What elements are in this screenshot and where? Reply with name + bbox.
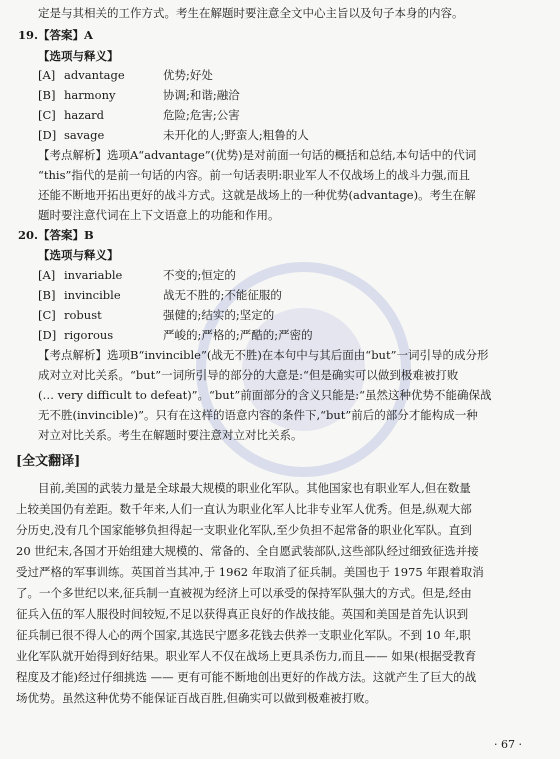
option-word: harmony (64, 88, 116, 102)
option-letter: [B] (38, 88, 56, 102)
option-letter: [D] (38, 328, 57, 342)
option-letter: [C] (38, 108, 56, 122)
q19-number: 19. (18, 28, 39, 42)
translation-line: 受过严格的军事训练。英国首当其冲,于 1962 年取消了征兵制。美国也于 1975 年跟着取消 (16, 565, 484, 579)
q20-analysis-line: 【考点解析】选项B“invincible”(战无不胜)在本句中与其后面由“but”一词引导的成分形 (38, 348, 489, 362)
translation-line: 了。一个多世纪以来,征兵制一直被视为经济上可以承受的保持军队强大的方式。但是,经由 (16, 586, 472, 600)
q20-answer: 【答案】B (38, 228, 94, 242)
option-word: hazard (64, 108, 105, 122)
option-meaning: 强健的;结实的;坚定的 (163, 308, 275, 322)
q19-analysis-line: 题时要注意代词在上下文语意上的功能和作用。 (38, 208, 280, 222)
option-meaning: 战无不胜的;不能征服的 (163, 288, 282, 302)
translation-line: 征兵入伍的军人服役时间较短,不足以获得真正良好的作战技能。英国和美国是首先认识到 (16, 607, 469, 621)
intro-tail-text: 定是与其相关的工作方式。考生在解题时要注意全文中心主旨以及句子本身的内容。 (38, 6, 464, 20)
translation-line: 场优势。虽然这种优势不能保证百战百胜,但确实可以做到极难被打败。 (16, 691, 377, 705)
q20-analysis-line: (… very difficult to defeat)”。“but”前面部分的含义只能是:“虽然这种优势不能确保战 (38, 388, 492, 402)
option-letter: [A] (38, 68, 56, 82)
translation-line: 上较美国仍有差距。数千年来,人们一直认为职业化军人比非专业军人优秀。但是,纵观大部 (16, 502, 472, 516)
option-letter: [D] (38, 128, 57, 142)
option-letter: [B] (38, 288, 56, 302)
option-word: invariable (64, 268, 123, 282)
q19-options-heading: 【选项与释义】 (38, 49, 119, 63)
option-letter: [C] (38, 308, 56, 322)
q19-analysis-line: 还能不断地开拓出更好的战斗方式。这就是战场上的一种优势(advantage)。考生在解 (38, 188, 476, 202)
q20-analysis-line: 无不胜(invincible)”。只有在这样的语意内容的条件下,“but”前后的部分才能构成一种 (38, 408, 478, 422)
translation-line: 征兵制已很不得人心的两个国家,其选民宁愿多花钱去供养一支职业化军队。不到 10 年,职 (16, 628, 471, 642)
q20-options-heading: 【选项与释义】 (38, 248, 119, 262)
option-meaning: 优势;好处 (163, 68, 213, 82)
option-word: invincible (64, 288, 121, 302)
translation-line: 程度及才能)经过仔细挑选 —— 更有可能不断地创出更好的作战方法。这就产生了巨大的战 (16, 670, 477, 684)
option-meaning: 未开化的人;野蛮人;粗鲁的人 (163, 128, 309, 142)
translation-line: 20 世纪末,各国才开始组建大规模的、常备的、全自愿武装部队,这些部队经过细致征选并接 (16, 544, 479, 558)
q20-number: 20. (18, 228, 39, 242)
q20-analysis-line: 对立对比关系。考生在解题时要注意对立对比关系。 (38, 428, 303, 442)
q19-analysis-line: “this”指代的是前一句话的内容。前一句话表明:职业军人不仅战场上的战斗力强,而且 (38, 168, 470, 182)
option-word: robust (64, 308, 102, 322)
option-word: rigorous (64, 328, 114, 342)
page-number: · 67 · (494, 738, 522, 751)
option-word: advantage (64, 68, 125, 82)
option-letter: [A] (38, 268, 56, 282)
option-meaning: 协调;和谐;融洽 (163, 88, 240, 102)
translation-line: 业化军队就开始得到好结果。职业军人不仅在战场上更具杀伤力,而且—— 如果(根据受教育 (16, 649, 477, 663)
option-meaning: 危险;危害;公害 (163, 108, 240, 122)
translation-heading: [全文翻译] (16, 454, 81, 469)
q20-analysis-line: 成对立对比关系。“but”一词所引导的部分的大意是:“但是确实可以做到极难被打败 (38, 368, 459, 382)
translation-line: 分历史,没有几个国家能够负担得起一支职业化军队,至少负担不起常备的职业化军队。直到 (16, 523, 472, 537)
q19-analysis-line: 【考点解析】选项A“advantage”(优势)是对前面一句话的概括和总结,本句话中的代词 (38, 148, 477, 162)
q19-answer: 【答案】A (38, 28, 93, 42)
translation-line: 目前,美国的武装力量是全球最大规模的职业化军队。其他国家也有职业军人,但在数量 (38, 481, 471, 495)
option-word: savage (64, 128, 105, 142)
option-meaning: 严峻的;严格的;严酷的;严密的 (163, 328, 313, 342)
option-meaning: 不变的;恒定的 (163, 268, 236, 282)
